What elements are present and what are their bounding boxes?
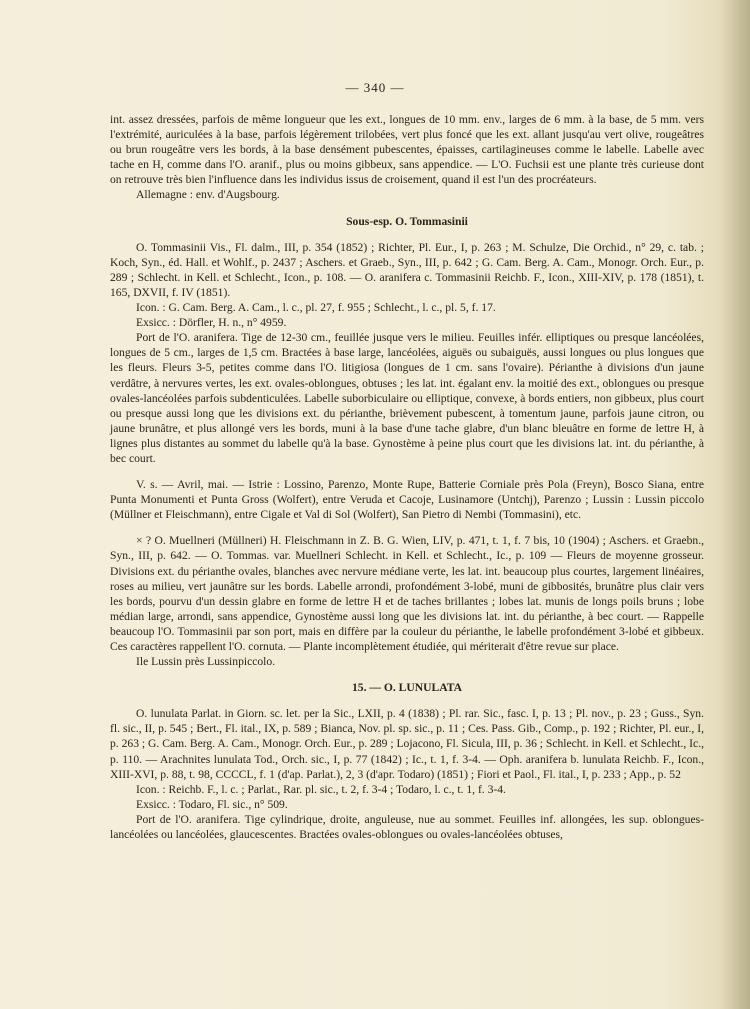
text-body [110,112,704,842]
spacer [110,669,704,680]
paragraph: Port de l'O. aranifera. Tige de 12-30 cm., feuillée jusque vers le milieu. Feuilles infér. elliptiques ou presque lancéolées, longues de 5 cm., larges de 1,5 cm. Bractées à base large, lancéolées, aiguës ou subaiguës, aussi longues ou plus longues que les fleurs. Fleurs 3-5, petites comme dans l'O. litigiosa (longues de 1 cm. sans l'ovaire). Périanthe à divisions d'un jaune verdâtre, à nervures vertes, les ext. ovales-oblongues, obtuses ; les lat. int. égalant env. la moitié des ext., oblongues ou presque ovales-lancéolées parfois subdenticulées. Labelle suborbiculaire ou elliptique, convexe, à bords entiers, non gibbeux, plus court ou presque aussi long que les divisions ext. du périanthe, brièvement pubescent, à tomentum jaune, parfois jaune citron, ou jaune brunâtre, et plus allongé vers les bords, muni à la base d'une tache glabre, d'un blanc bleuâtre en forme de lettre H, à lignes plus distantes au sommet du labelle qu'à la base. Gynostème à peine plus court que les divisions lat. int. du périanthe, à bec court. [110,331,704,465]
paragraph: O. Tommasinii Vis., Fl. dalm., III, p. 354 (1852) ; Richter, Pl. Eur., I, p. 263 ; M. Schulze, Die Orchid., n° 29, c. tab. ; Koch, Syn., éd. Hall. et Wohlf., p. 2437 ; Aschers. et Graeb., Syn., III, p. 642 ; G. Cam. Berg. A. Cam., Monogr. Orch. Eur., p. 289 ; Schlecht. in Kell. et Schlecht., Icon., p. 108. — O. aranifera c. Tommasinii Reichb. F., Icon., XIII-XIV, p. 178 (1851), t. 165, DXVII, f. IV (1851). [110,240,704,299]
paragraph: O. lunulata Parlat. in Giorn. sc. let. per la Sic., LXII, p. 4 (1838) ; Pl. rar. Sic., fasc. I, p. 13 ; Pl. nov., p. 23 ; Guss., Syn. fl. sic., II, p. 545 ; Bert., Fl. ital., IX, p. 589 ; Bianca, Nov. pl. sp. sic., p. 11 ; Ces. Pass. Gib., Comp., p. 192 ; Richter, Pl. eur., I, p. 263 ; G. Cam. Berg. A. Cam., Monogr. Orch. Eur., p. 289 ; Lojacono, Fl. Sicula, III, p. 36 ; Schlecht. in Kell. et Schlecht., Ic., p. 110. — Arachnites lunulata Tod., Orch. sic., I, p. 77 (1842) ; Ic., t. 1, f. 3-4. — Oph. aranifera b. lunulata Reichb. F., Icon., XIII-XVI, p. 88, t. 98, CCCCL, f. 1 (d'ap. Parlat.), 2, 3 (d'apr. Todaro) (1851) ; Fiori et Paol., Fl. ital., I, p. 233 ; App., p. 52 [110,707,704,781]
spacer [110,229,704,240]
spacer [110,522,704,533]
spacer [110,466,704,477]
paragraph: V. s. — Avril, mai. — Istrie : Lossino, Parenzo, Monte Rupe, Batterie Corniale près Pola (Freyn), Bosco Siana, entre Punta Monumenti et Punta Gross (Wolfert), entre Veruda et Cacoje, Lusinamore (Untchj), Parenzo ; Lussin : Lussin piccolo (Müllner et Fleischmann), entre Cigale et Val di Sol (Wolfert), San Pietro di Nembi (Tommasini), etc. [110,478,704,522]
paragraph: × ? O. Muellneri (Müllneri) H. Fleischmann in Z. B. G. Wien, LIV, p. 471, t. 1, f. 7 bis, 10 (1904) ; Aschers. et Graebn., Syn., III, p. 642. — O. Tommas. var. Muellneri Schlecht. in Kell. et Schlecht., Ic., p. 109 — Fleurs de moyenne grosseur. Divisions ext. du périanthe ovales, blanches avec nervure médiane verte, les lat. int. beaucoup plus courtes, largement linéaires, roses au milieu, vert jaunâtre sur les bords. Labelle arrondi, profondément 3-lobé, muni de gibbosités, brunâtre plus clair vers les bords, pourvu d'un dessin glabre en forme de lettre H et de taches brillantes ; lobes lat. munis de longs poils bruns ; lobe médian large, arrondi, sans appendice, Gynostème aussi long que les divisions lat. int. du périanthe, à bec court. — Rappelle beaucoup l'O. Tommasinii par son port, mais en diffère par la couleur du périanthe, le labelle profondément 3-lobé et gibbeux. Ces caractères rappellent l'O. cornuta. — Plante incomplètement étudiée, qui mériterait d'être revue sur place. [110,534,704,653]
section-heading: 15. — O. LUNULATA [351,681,463,695]
paragraph: Exsicc. : Todaro, Fl. sic., n° 509. [136,797,288,811]
spacer [110,203,704,214]
paragraph: Icon. : G. Cam. Berg. A. Cam., l. c., pl. 27, f. 955 ; Schlecht., l. c., pl. 5, f. 17. [136,301,496,315]
paragraph: Allemagne : env. d'Augsbourg. [136,188,280,202]
paragraph: int. assez dressées, parfois de même longueur que les ext., longues de 10 mm. env., larges de 6 mm. à la base, de 5 mm. vers l'extrémité, auriculées à la base, parfois légèrement trilobées, vert plus foncé que les ext. allant jusqu'au vert olive, rougeâtres ou brun rougeâtre vers les bords, à la base densément pubescentes, épaisses, cartilagineuses comme le labelle. Labelle avec tache en H, comme dans l'O. aranif., plus ou moins gibbeux, sans appendice. — L'O. Fuchsii est une plante très curieuse dont on retrouve très bien l'influence dans les individus issus de croisement, quand il est l'un des procréateurs. [110,113,704,187]
paragraph: Exsicc. : Dörfler, H. n., n° 4959. [136,316,287,330]
section-heading: Sous-esp. O. Tommasinii [346,214,468,228]
paragraph: Port de l'O. aranifera. Tige cylindrique, droite, anguleuse, nue au sommet. Feuilles inf. allongées, les sup. oblongues-lancéolées ou lancéolées, glaucescentes. Bractées ovales-oblongues ou ovales-lancéolées obtuses, [110,812,704,842]
page-number: — 340 — [345,80,405,95]
paragraph: Icon. : Reichb. F., l. c. ; Parlat., Rar. pl. sic., t. 2, f. 3-4 ; Todaro, l. c., t. 1, f. 3-4. [136,782,506,796]
spacer [110,695,704,706]
paragraph: Ile Lussin près Lussinpiccolo. [136,655,276,669]
